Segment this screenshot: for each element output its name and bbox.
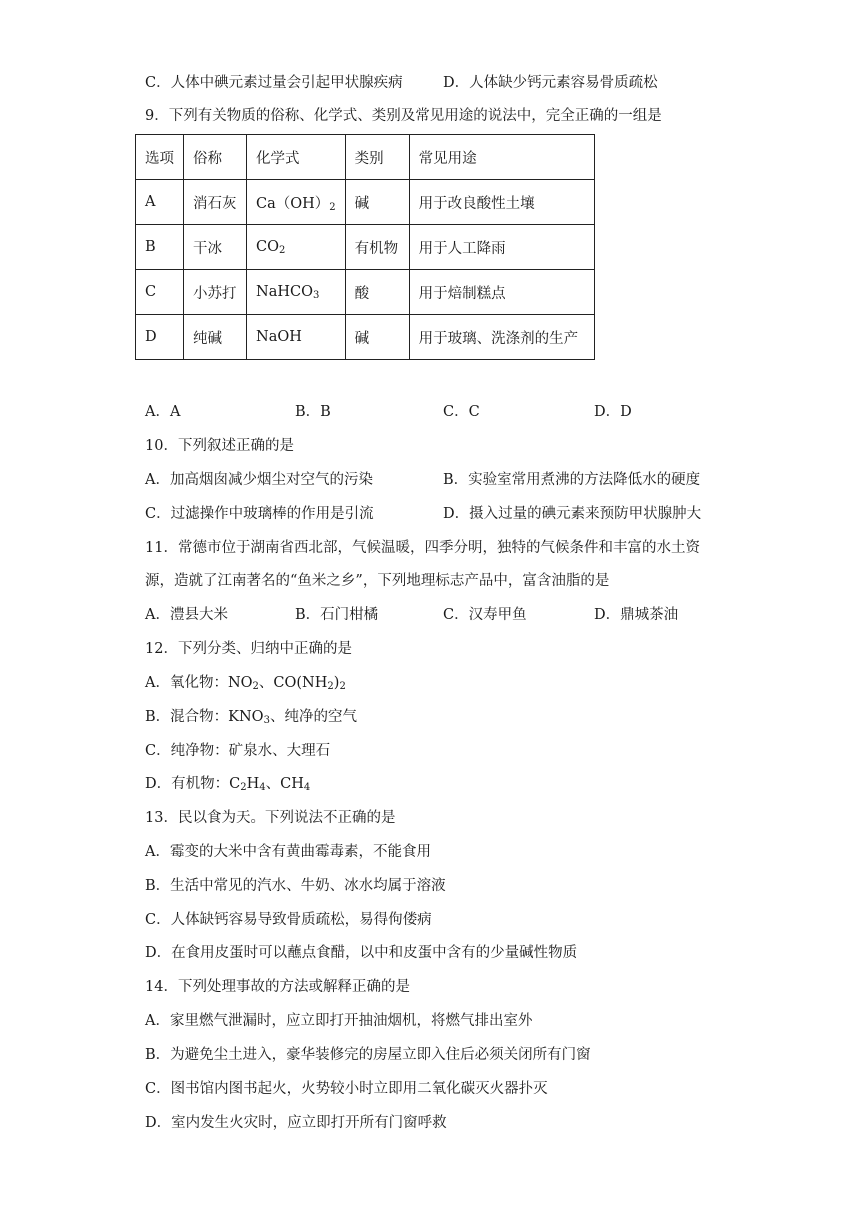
q11-stem-line1: 11．常德市位于湖南省西北部，气候温暖，四季分明，独特的气候条件和丰富的水土资	[145, 540, 700, 556]
cell-category: 酸	[345, 270, 409, 315]
cell-formula: $Ca(OH)_2$	[247, 180, 346, 225]
q9-option-d: D．D	[594, 404, 632, 420]
cell-category: 碱	[345, 180, 409, 225]
q14-option-a: A．家里燃气泄漏时，应立即打开抽油烟机，将燃气排出室外	[145, 1013, 533, 1029]
q9-option-c: C．C	[443, 404, 480, 420]
cell-use: 用于玻璃、洗涤剂的生产	[409, 315, 594, 360]
header-category: 类别	[345, 135, 409, 180]
q12-option-a: A．氧化物：$NO_2$、$CO(NH_2)_2$	[145, 675, 346, 692]
cell-name: 干冰	[184, 225, 247, 270]
header-common-name: 俗称	[184, 135, 247, 180]
q13-option-d: D．在食用皮蛋时可以蘸点食醋，以中和皮蛋中含有的少量碱性物质	[145, 945, 578, 961]
table-row	[136, 180, 595, 225]
cell-option: A	[136, 180, 184, 225]
q11-option-b: B．石门柑橘	[295, 607, 379, 623]
table-header-row	[136, 135, 595, 180]
q8-option-d: D．人体缺少钙元素容易骨质疏松	[443, 75, 658, 91]
q9-stem: 9．下列有关物质的俗称、化学式、类别及常见用途的说法中，完全正确的一组是	[145, 108, 662, 124]
q13-option-a: A．霉变的大米中含有黄曲霉毒素，不能食用	[145, 844, 431, 860]
cell-option: D	[136, 315, 184, 360]
q12-option-b: B．混合物：$KNO_3$、纯净的空气	[145, 709, 357, 726]
q12-option-c: C．纯净物：矿泉水、大理石	[145, 743, 331, 759]
q10-option-c: C．过滤操作中玻璃棒的作用是引流	[145, 506, 374, 522]
q10-stem: 10．下列叙述正确的是	[145, 438, 294, 454]
cell-option: C	[136, 270, 184, 315]
q11-option-a: A．澧县大米	[145, 607, 228, 623]
header-formula: 化学式	[247, 135, 346, 180]
cell-category: 有机物	[345, 225, 409, 270]
cell-formula: NaHCO$_3$	[247, 270, 346, 315]
cell-name: 消石灰	[184, 180, 247, 225]
table-row	[136, 270, 595, 315]
q13-stem: 13．民以食为天。下列说法不正确的是	[145, 810, 396, 826]
header-option: 选项	[136, 135, 184, 180]
q13-option-b: B．生活中常见的汽水、牛奶、冰水均属于溶液	[145, 878, 446, 894]
q14-option-c: C．图书馆内图书起火，火势较小时立即用二氧化碳灭火器扑灭	[145, 1081, 548, 1097]
q11-option-d: D．鼎城茶油	[594, 607, 679, 623]
q11-stem-line2: 源，造就了江南著名的“鱼米之乡”，下列地理标志产品中，富含油脂的是	[145, 573, 610, 589]
cell-category: 碱	[345, 315, 409, 360]
q9-option-a: A．A	[145, 404, 181, 420]
cell-use: 用于改良酸性土壤	[409, 180, 594, 225]
q11-option-c: C．汉寿甲鱼	[443, 607, 527, 623]
q14-option-d: D．室内发生火灾时，应立即打开所有门窗呼救	[145, 1115, 447, 1131]
table-row	[136, 225, 595, 270]
cell-use: 用于人工降雨	[409, 225, 594, 270]
q14-option-b: B．为避免尘土进入，豪华装修完的房屋立即入住后必须关闭所有门窗	[145, 1047, 591, 1063]
q8-option-c: C．人体中碘元素过量会引起甲状腺疾病	[145, 75, 403, 91]
q10-option-d: D．摄入过量的碘元素来预防甲状腺肿大	[443, 506, 702, 522]
cell-option: B	[136, 225, 184, 270]
q9-table	[135, 134, 595, 360]
cell-use: 用于焙制糕点	[409, 270, 594, 315]
cell-formula: NaOH	[247, 315, 346, 360]
q14-stem: 14．下列处理事故的方法或解释正确的是	[145, 979, 410, 995]
q9-option-b: B．B	[295, 404, 331, 420]
cell-name: 小苏打	[184, 270, 247, 315]
header-use: 常见用途	[409, 135, 594, 180]
cell-formula: $CO_2$	[247, 225, 346, 270]
q12-stem: 12．下列分类、归纳中正确的是	[145, 641, 352, 657]
table-row	[136, 315, 595, 360]
q13-option-c: C．人体缺钙容易导致骨质疏松，易得佝偻病	[145, 912, 432, 928]
q10-option-b: B．实验室常用煮沸的方法降低水的硬度	[443, 472, 701, 488]
q12-option-d: D．有机物：$C_2H_4$、$CH_4$	[145, 776, 311, 793]
q10-option-a: A．加高烟囱减少烟尘对空气的污染	[145, 472, 373, 488]
cell-name: 纯碱	[184, 315, 247, 360]
